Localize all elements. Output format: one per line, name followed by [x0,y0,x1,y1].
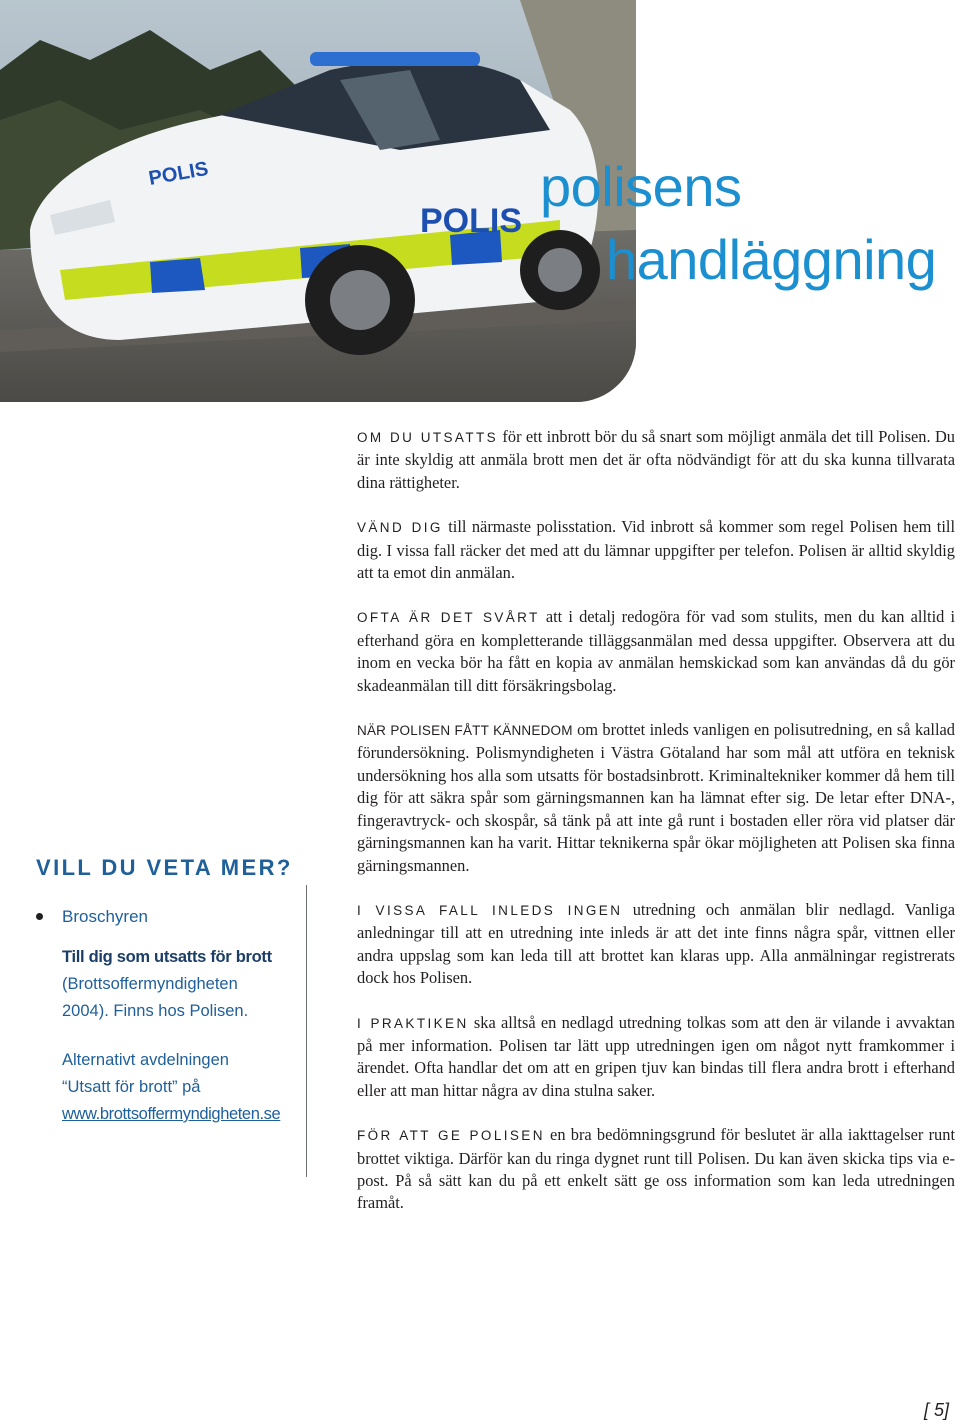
sidebar-title: VILL DU VETA MER? [36,855,293,880]
further-info-sidebar [36,855,304,1128]
paragraph [357,719,955,877]
paragraph [357,606,955,697]
brochure-reference-2: 2004). Finns hos Polisen. [62,1002,249,1020]
paragraph-text: ska alltså en nedlagd utredning tolkas som att den är vilande i avvaktan på mer information. Polisen tar lätt upp utredningen igen om något nytt framkommer i ärendet. Ofta handlar det om att en gripen tjuv kan bindas till flera andra brott i efterhand eller att man hittar några av dina stulna saker. [357,1012,955,1100]
sidebar-item-label: Broschyren [62,907,148,926]
brochure-reference-1: (Brottsoffermyndigheten [62,975,238,993]
page-title [540,150,960,296]
paragraph-lead: OFTA ÄR DET SVÅRT [357,610,540,626]
paragraph-text: att i detalj redogöra för vad som stulits, men du kan alltid i efterhand göra en kompletterande tilläggsanmälan med dessa uppgifter. Observera att du inom en vecka bör ha fått en kopia av anmälan hemskickad som kan användas då du gör skadeanmälan till ditt försäkringsbolag. [357,607,956,695]
sidebar-list-item [36,903,304,1128]
paragraph [357,1012,955,1103]
paragraph [357,516,955,584]
paragraph-lead: I PRAKTIKEN [357,1015,469,1031]
paragraph [357,426,955,494]
main-text-column [357,426,955,1237]
brochure-title: Till dig som utsatts för brott [62,948,272,966]
paragraph-lead: OM DU UTSATTS [357,430,499,445]
paragraph [357,899,955,990]
title-line-1: polisens [540,155,742,218]
car-hood-polis-label: POLIS [147,157,210,190]
paragraph-lead: I VISSA FALL INLEDS INGEN [357,902,623,918]
paragraph [357,1124,955,1215]
car-polis-label: POLIS [420,202,523,240]
paragraph-text: till närmaste polisstation. Vid inbrott så kommer som regel Polisen hem till dig. I vissa fall räcker det med att du lämnar uppgifter per telefon. Polisen är alltid skyldig att ta emot din anmälan. [357,517,956,583]
paragraph-text: en bra bedömningsgrund för beslutet är alla iakttagelser runt brottet viktiga. Därför kan du ringa dygnet runt till Polisen. Du kan även skicka tips via e-post. På så sätt kan du på ett enkelt sätt ge oss information som kan leda utredningen framåt. [357,1125,955,1213]
brottsoffermyndigheten-link[interactable]: www.brottsoffermyndigheten.se [62,1105,281,1123]
paragraph-lead: FÖR ATT GE POLISEN [357,1128,545,1144]
paragraph-lead: NÄR POLISEN FÅTT KÄNNEDOM [357,723,573,739]
paragraph-text: utredning och anmälan blir nedlagd. Vanliga anledningar till att en utredning inte inleds är att det inte finns några spår, vittnen eller andra uppslag som kan leda till att brottet kan klaras upp. Alla anmälningar registrerats dock hos Polisen. [357,899,955,988]
bullet-icon [36,913,43,920]
sidebar-divider [306,885,307,1177]
alternative-line-2: “Utsatt för brott” på [62,1078,201,1096]
paragraph-lead: VÄND DIG [357,520,443,536]
paragraph-text: för ett inbrott bör du så snart som möjligt anmäla det till Polisen. Du är inte skyldig att anmäla brott men det är ofta nödvändigt för att du ska kunna tillvarata dina rättigheter. [357,427,955,492]
page-number: [ 5] [924,1400,950,1420]
paragraph-text: om brottet inleds vanligen en polisutredning, en så kallad förundersökning. Polismyndigheten i Västra Götaland har som mål att utföra en teknisk undersökning hos alla som utsatts för bostadsinbrott. Kriminaltekniker kommer då hem till dig för att säkra spår som gärningsmannen kan ha lämnat efter sig. De letar efter DNA-, fingeravtryck- och skospår, så tänk på att inte gå runt i bostaden eller röra vid platser där gärningsmannen kan ha varit. Hittar teknikerna spår ökar möjligheten att Polisen ska finna gärningsmannen. [357,720,955,875]
title-line-2: handläggning [606,228,937,291]
alternative-line-1: Alternativt avdelningen [62,1051,229,1069]
